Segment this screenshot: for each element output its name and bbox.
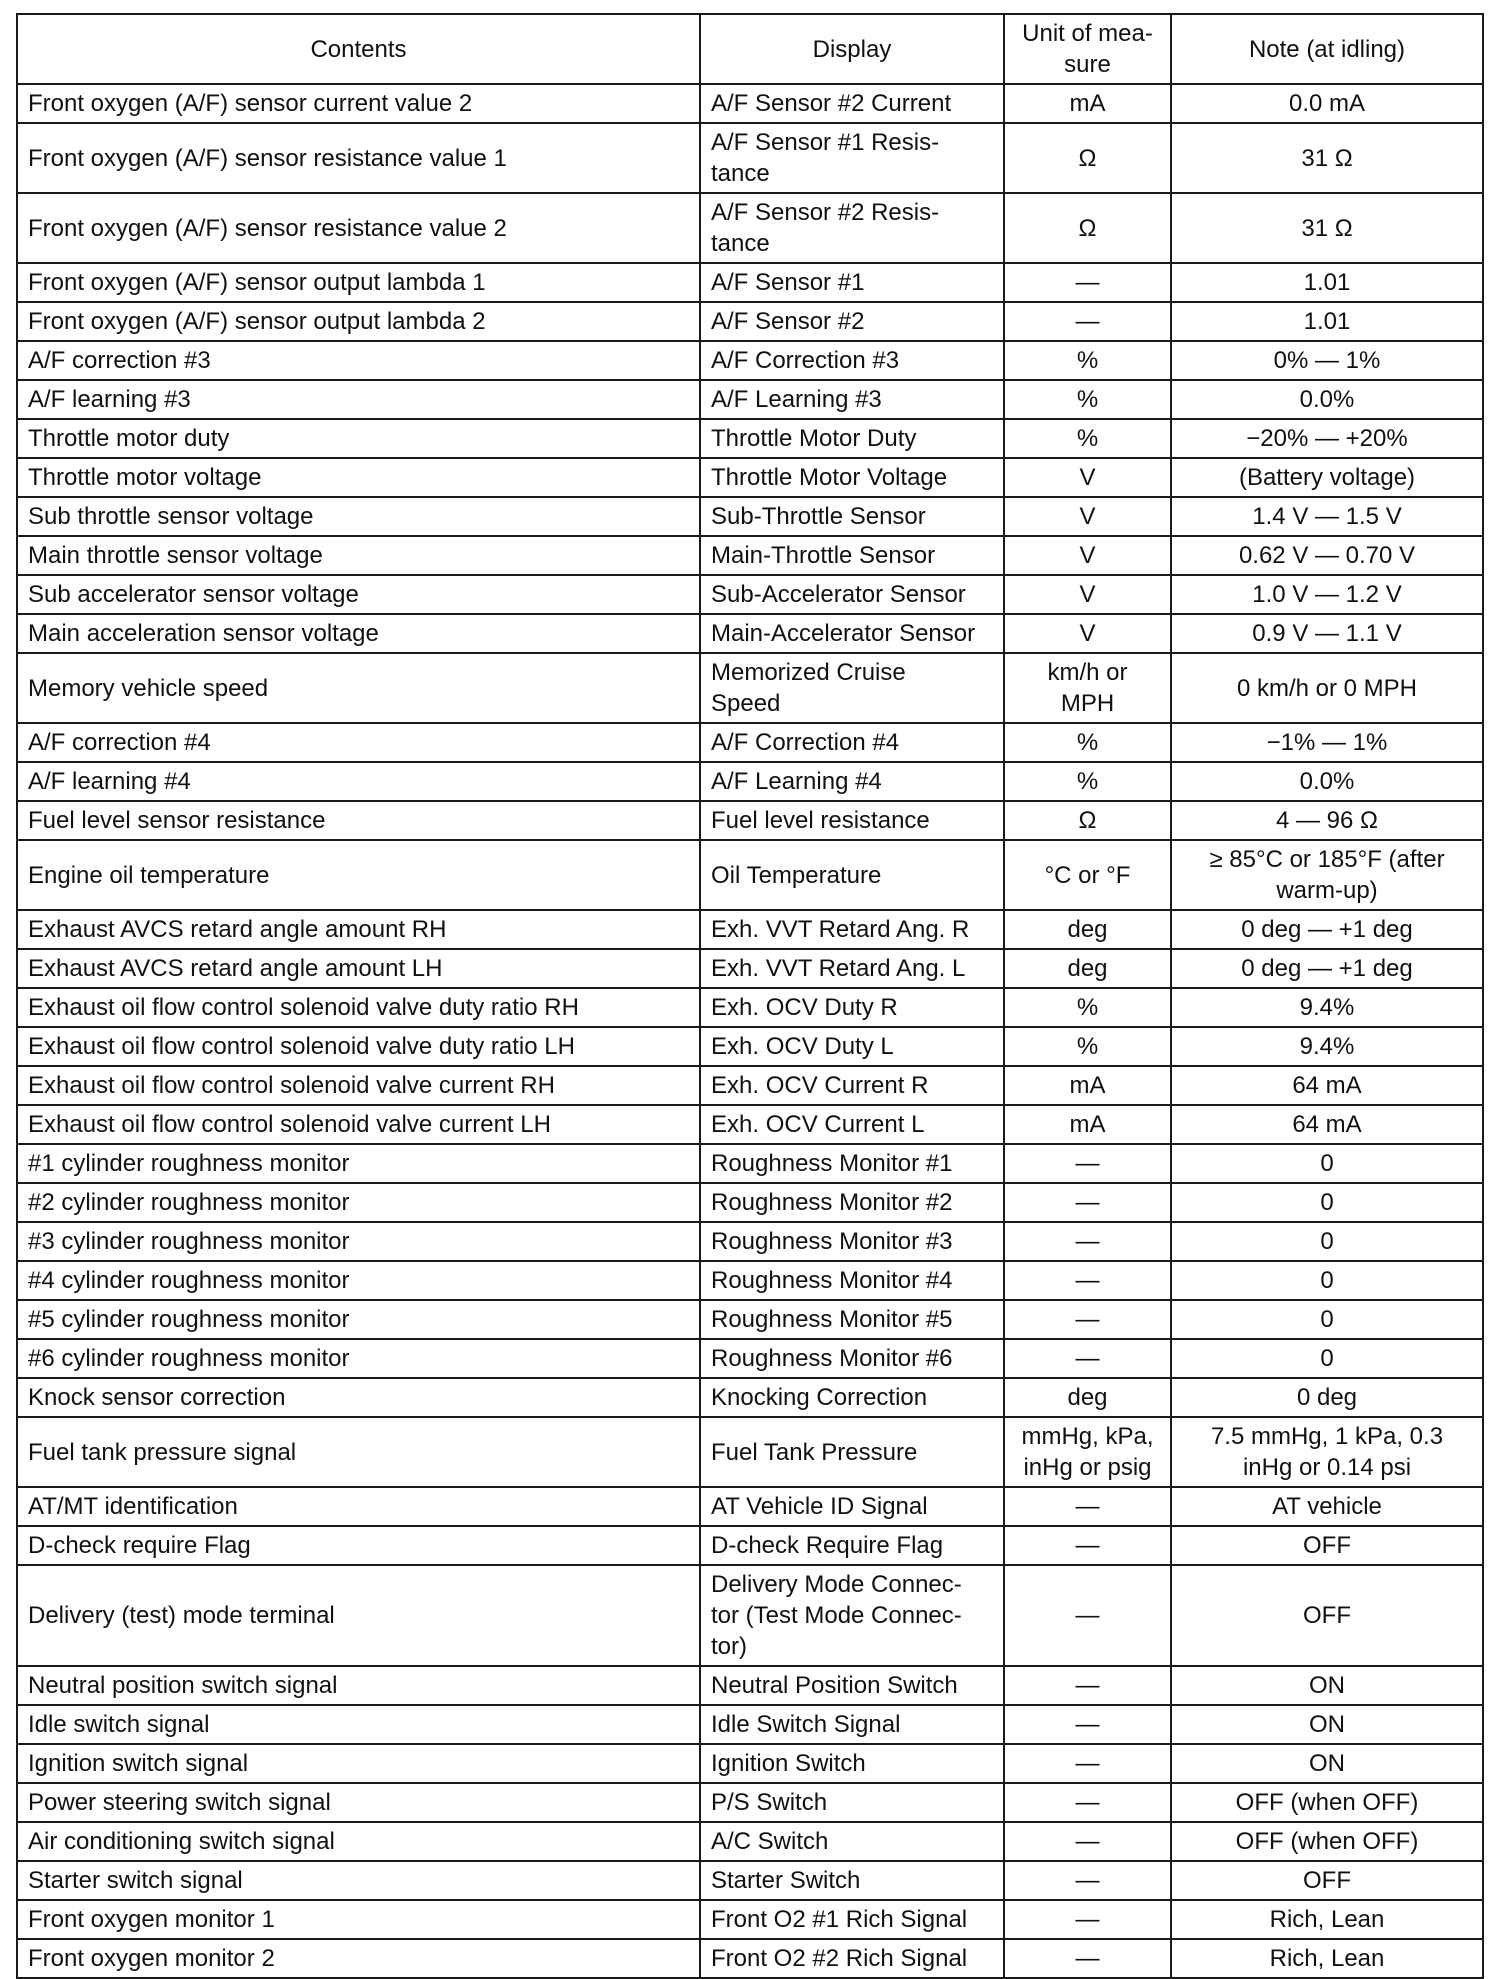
- cell-unit: V: [1004, 497, 1171, 536]
- table-row: [17, 1339, 1483, 1378]
- header-unit: Unit of mea- sure: [1004, 14, 1171, 84]
- cell-contents: Sub throttle sensor voltage: [17, 497, 700, 536]
- cell-contents: Power steering switch signal: [17, 1783, 700, 1822]
- cell-note: 1.4 V — 1.5 V: [1171, 497, 1483, 536]
- cell-note: 31 Ω: [1171, 123, 1483, 193]
- cell-unit: —: [1004, 302, 1171, 341]
- cell-display: Exh. VVT Retard Ang. R: [700, 910, 1004, 949]
- table-row: [17, 840, 1483, 910]
- cell-unit: —: [1004, 1565, 1171, 1666]
- cell-contents: #3 cylinder roughness monitor: [17, 1222, 700, 1261]
- cell-display: A/F Correction #4: [700, 723, 1004, 762]
- cell-note: OFF: [1171, 1861, 1483, 1900]
- cell-contents: #6 cylinder roughness monitor: [17, 1339, 700, 1378]
- table-row: [17, 949, 1483, 988]
- cell-note: (Battery voltage): [1171, 458, 1483, 497]
- cell-contents: Exhaust oil flow control solenoid valve current LH: [17, 1105, 700, 1144]
- cell-contents: Fuel level sensor resistance: [17, 801, 700, 840]
- cell-contents: Front oxygen (A/F) sensor output lambda 2: [17, 302, 700, 341]
- cell-display: A/F Learning #3: [700, 380, 1004, 419]
- cell-display: Ignition Switch: [700, 1744, 1004, 1783]
- cell-contents: A/F correction #3: [17, 341, 700, 380]
- cell-display: Exh. VVT Retard Ang. L: [700, 949, 1004, 988]
- table-row: [17, 1222, 1483, 1261]
- table-row: [17, 1066, 1483, 1105]
- cell-contents: Front oxygen (A/F) sensor resistance value 1: [17, 123, 700, 193]
- table-row: [17, 123, 1483, 193]
- cell-unit: %: [1004, 341, 1171, 380]
- cell-note: 0: [1171, 1144, 1483, 1183]
- cell-display: Exh. OCV Current R: [700, 1066, 1004, 1105]
- cell-note: 1.01: [1171, 302, 1483, 341]
- cell-note: 0 deg — +1 deg: [1171, 949, 1483, 988]
- cell-unit: V: [1004, 458, 1171, 497]
- cell-display: A/F Sensor #2: [700, 302, 1004, 341]
- cell-contents: Sub accelerator sensor voltage: [17, 575, 700, 614]
- cell-contents: Throttle motor duty: [17, 419, 700, 458]
- cell-unit: deg: [1004, 1378, 1171, 1417]
- cell-contents: Main acceleration sensor voltage: [17, 614, 700, 653]
- table-row: [17, 1487, 1483, 1526]
- cell-contents: Fuel tank pressure signal: [17, 1417, 700, 1487]
- table-row: [17, 536, 1483, 575]
- cell-unit: mmHg, kPa, inHg or psig: [1004, 1417, 1171, 1487]
- cell-display: AT Vehicle ID Signal: [700, 1487, 1004, 1526]
- cell-display: D-check Require Flag: [700, 1526, 1004, 1565]
- cell-unit: —: [1004, 263, 1171, 302]
- cell-note: 0: [1171, 1339, 1483, 1378]
- cell-display: A/F Sensor #1 Resis- tance: [700, 123, 1004, 193]
- cell-contents: Front oxygen (A/F) sensor output lambda 1: [17, 263, 700, 302]
- cell-unit: %: [1004, 419, 1171, 458]
- cell-note: 0 km/h or 0 MPH: [1171, 653, 1483, 723]
- cell-contents: #1 cylinder roughness monitor: [17, 1144, 700, 1183]
- table-row: [17, 1144, 1483, 1183]
- cell-unit: mA: [1004, 84, 1171, 123]
- cell-unit: %: [1004, 723, 1171, 762]
- cell-unit: deg: [1004, 910, 1171, 949]
- cell-display: Roughness Monitor #3: [700, 1222, 1004, 1261]
- header-display: Display: [700, 14, 1004, 84]
- cell-contents: Front oxygen monitor 2: [17, 1939, 700, 1978]
- cell-unit: Ω: [1004, 123, 1171, 193]
- cell-note: 0 deg — +1 deg: [1171, 910, 1483, 949]
- cell-note: ≥ 85°C or 185°F (after warm-up): [1171, 840, 1483, 910]
- cell-note: 0.9 V — 1.1 V: [1171, 614, 1483, 653]
- cell-note: 0.0%: [1171, 380, 1483, 419]
- cell-unit: mA: [1004, 1105, 1171, 1144]
- cell-display: A/F Correction #3: [700, 341, 1004, 380]
- cell-note: 9.4%: [1171, 1027, 1483, 1066]
- cell-note: ON: [1171, 1705, 1483, 1744]
- cell-unit: —: [1004, 1144, 1171, 1183]
- cell-display: Roughness Monitor #2: [700, 1183, 1004, 1222]
- cell-unit: km/h or MPH: [1004, 653, 1171, 723]
- header-note: Note (at idling): [1171, 14, 1483, 84]
- cell-contents: A/F learning #3: [17, 380, 700, 419]
- cell-note: −1% — 1%: [1171, 723, 1483, 762]
- cell-note: 0 deg: [1171, 1378, 1483, 1417]
- cell-display: A/F Sensor #2 Current: [700, 84, 1004, 123]
- cell-display: A/F Sensor #1: [700, 263, 1004, 302]
- cell-unit: deg: [1004, 949, 1171, 988]
- table-header: [17, 14, 1483, 84]
- table-row: [17, 988, 1483, 1027]
- cell-display: Front O2 #1 Rich Signal: [700, 1900, 1004, 1939]
- cell-note: 1.01: [1171, 263, 1483, 302]
- cell-display: A/C Switch: [700, 1822, 1004, 1861]
- cell-contents: Throttle motor voltage: [17, 458, 700, 497]
- cell-display: Exh. OCV Duty L: [700, 1027, 1004, 1066]
- cell-display: Neutral Position Switch: [700, 1666, 1004, 1705]
- table-row: [17, 1261, 1483, 1300]
- cell-contents: Starter switch signal: [17, 1861, 700, 1900]
- cell-note: Rich, Lean: [1171, 1900, 1483, 1939]
- table-row: [17, 1744, 1483, 1783]
- cell-unit: —: [1004, 1261, 1171, 1300]
- table-row: [17, 1300, 1483, 1339]
- cell-unit: %: [1004, 988, 1171, 1027]
- table-row: [17, 1900, 1483, 1939]
- cell-contents: Front oxygen (A/F) sensor resistance value 2: [17, 193, 700, 263]
- cell-unit: —: [1004, 1183, 1171, 1222]
- cell-note: OFF (when OFF): [1171, 1822, 1483, 1861]
- cell-display: Exh. OCV Duty R: [700, 988, 1004, 1027]
- cell-unit: —: [1004, 1705, 1171, 1744]
- table-row: [17, 497, 1483, 536]
- cell-display: Oil Temperature: [700, 840, 1004, 910]
- table-row: [17, 653, 1483, 723]
- cell-display: Knocking Correction: [700, 1378, 1004, 1417]
- cell-display: Fuel Tank Pressure: [700, 1417, 1004, 1487]
- table-row: [17, 84, 1483, 123]
- table-row: [17, 1666, 1483, 1705]
- cell-contents: D-check require Flag: [17, 1526, 700, 1565]
- table-row: [17, 1783, 1483, 1822]
- cell-unit: V: [1004, 575, 1171, 614]
- cell-display: Roughness Monitor #4: [700, 1261, 1004, 1300]
- cell-display: A/F Learning #4: [700, 762, 1004, 801]
- table-row: [17, 1565, 1483, 1666]
- cell-unit: mA: [1004, 1066, 1171, 1105]
- cell-note: 0: [1171, 1222, 1483, 1261]
- table-row: [17, 263, 1483, 302]
- cell-unit: —: [1004, 1300, 1171, 1339]
- cell-note: 64 mA: [1171, 1105, 1483, 1144]
- cell-note: 0.0 mA: [1171, 84, 1483, 123]
- cell-note: 7.5 mmHg, 1 kPa, 0.3 inHg or 0.14 psi: [1171, 1417, 1483, 1487]
- cell-display: Roughness Monitor #6: [700, 1339, 1004, 1378]
- cell-note: Rich, Lean: [1171, 1939, 1483, 1978]
- cell-display: Delivery Mode Connec- tor (Test Mode Connec- tor): [700, 1565, 1004, 1666]
- cell-note: ON: [1171, 1744, 1483, 1783]
- data-table-container: [16, 13, 1482, 1979]
- cell-contents: Exhaust oil flow control solenoid valve duty ratio LH: [17, 1027, 700, 1066]
- cell-unit: —: [1004, 1861, 1171, 1900]
- cell-note: 1.0 V — 1.2 V: [1171, 575, 1483, 614]
- cell-unit: —: [1004, 1822, 1171, 1861]
- cell-display: Throttle Motor Voltage: [700, 458, 1004, 497]
- cell-display: A/F Sensor #2 Resis- tance: [700, 193, 1004, 263]
- cell-display: Main-Throttle Sensor: [700, 536, 1004, 575]
- cell-unit: —: [1004, 1744, 1171, 1783]
- table-row: [17, 341, 1483, 380]
- cell-unit: —: [1004, 1783, 1171, 1822]
- cell-display: Roughness Monitor #1: [700, 1144, 1004, 1183]
- cell-note: AT vehicle: [1171, 1487, 1483, 1526]
- table-row: [17, 419, 1483, 458]
- cell-note: 0.62 V — 0.70 V: [1171, 536, 1483, 575]
- cell-unit: %: [1004, 380, 1171, 419]
- cell-display: P/S Switch: [700, 1783, 1004, 1822]
- header-row: [17, 14, 1483, 84]
- table-row: [17, 458, 1483, 497]
- cell-note: ON: [1171, 1666, 1483, 1705]
- cell-unit: —: [1004, 1487, 1171, 1526]
- cell-note: 0: [1171, 1183, 1483, 1222]
- cell-note: 64 mA: [1171, 1066, 1483, 1105]
- cell-contents: AT/MT identification: [17, 1487, 700, 1526]
- table-row: [17, 1183, 1483, 1222]
- table-row: [17, 1861, 1483, 1900]
- table-body: [17, 84, 1483, 1978]
- cell-unit: Ω: [1004, 193, 1171, 263]
- cell-contents: Exhaust oil flow control solenoid valve duty ratio RH: [17, 988, 700, 1027]
- cell-note: OFF: [1171, 1526, 1483, 1565]
- cell-display: Starter Switch: [700, 1861, 1004, 1900]
- table-row: [17, 1822, 1483, 1861]
- cell-unit: —: [1004, 1900, 1171, 1939]
- table-row: [17, 614, 1483, 653]
- cell-note: OFF (when OFF): [1171, 1783, 1483, 1822]
- header-contents: Contents: [17, 14, 700, 84]
- table-row: [17, 575, 1483, 614]
- cell-contents: Engine oil temperature: [17, 840, 700, 910]
- table-row: [17, 1417, 1483, 1487]
- cell-display: Exh. OCV Current L: [700, 1105, 1004, 1144]
- table-row: [17, 762, 1483, 801]
- cell-unit: V: [1004, 614, 1171, 653]
- cell-display: Throttle Motor Duty: [700, 419, 1004, 458]
- cell-note: 9.4%: [1171, 988, 1483, 1027]
- table-row: [17, 910, 1483, 949]
- cell-display: Memorized Cruise Speed: [700, 653, 1004, 723]
- cell-note: −20% — +20%: [1171, 419, 1483, 458]
- cell-note: 4 — 96 Ω: [1171, 801, 1483, 840]
- cell-contents: Front oxygen (A/F) sensor current value 2: [17, 84, 700, 123]
- cell-contents: A/F correction #4: [17, 723, 700, 762]
- cell-contents: Knock sensor correction: [17, 1378, 700, 1417]
- cell-unit: %: [1004, 762, 1171, 801]
- cell-contents: Exhaust AVCS retard angle amount RH: [17, 910, 700, 949]
- cell-contents: Front oxygen monitor 1: [17, 1900, 700, 1939]
- cell-contents: #4 cylinder roughness monitor: [17, 1261, 700, 1300]
- cell-contents: Main throttle sensor voltage: [17, 536, 700, 575]
- cell-contents: Air conditioning switch signal: [17, 1822, 700, 1861]
- table-row: [17, 1027, 1483, 1066]
- cell-note: 0% — 1%: [1171, 341, 1483, 380]
- table-row: [17, 380, 1483, 419]
- cell-contents: Memory vehicle speed: [17, 653, 700, 723]
- table-row: [17, 1705, 1483, 1744]
- cell-note: 0.0%: [1171, 762, 1483, 801]
- table-row: [17, 1105, 1483, 1144]
- cell-contents: #2 cylinder roughness monitor: [17, 1183, 700, 1222]
- cell-unit: —: [1004, 1222, 1171, 1261]
- cell-display: Main-Accelerator Sensor: [700, 614, 1004, 653]
- cell-contents: Exhaust oil flow control solenoid valve current RH: [17, 1066, 700, 1105]
- cell-display: Front O2 #2 Rich Signal: [700, 1939, 1004, 1978]
- cell-note: 0: [1171, 1300, 1483, 1339]
- cell-unit: —: [1004, 1526, 1171, 1565]
- cell-contents: Exhaust AVCS retard angle amount LH: [17, 949, 700, 988]
- cell-unit: °C or °F: [1004, 840, 1171, 910]
- table-row: [17, 193, 1483, 263]
- cell-note: 0: [1171, 1261, 1483, 1300]
- table-row: [17, 302, 1483, 341]
- cell-unit: —: [1004, 1666, 1171, 1705]
- cell-contents: Delivery (test) mode terminal: [17, 1565, 700, 1666]
- cell-contents: A/F learning #4: [17, 762, 700, 801]
- cell-contents: Neutral position switch signal: [17, 1666, 700, 1705]
- table-row: [17, 723, 1483, 762]
- cell-display: Sub-Accelerator Sensor: [700, 575, 1004, 614]
- cell-note: OFF: [1171, 1565, 1483, 1666]
- cell-unit: Ω: [1004, 801, 1171, 840]
- cell-unit: V: [1004, 536, 1171, 575]
- cell-contents: Idle switch signal: [17, 1705, 700, 1744]
- cell-display: Sub-Throttle Sensor: [700, 497, 1004, 536]
- table-row: [17, 1378, 1483, 1417]
- cell-unit: —: [1004, 1339, 1171, 1378]
- cell-display: Roughness Monitor #5: [700, 1300, 1004, 1339]
- cell-display: Fuel level resistance: [700, 801, 1004, 840]
- cell-note: 31 Ω: [1171, 193, 1483, 263]
- table-row: [17, 1526, 1483, 1565]
- cell-contents: #5 cylinder roughness monitor: [17, 1300, 700, 1339]
- cell-contents: Ignition switch signal: [17, 1744, 700, 1783]
- cell-display: Idle Switch Signal: [700, 1705, 1004, 1744]
- cell-unit: %: [1004, 1027, 1171, 1066]
- monitor-data-table: [16, 13, 1484, 1979]
- table-row: [17, 801, 1483, 840]
- table-row: [17, 1939, 1483, 1978]
- cell-unit: —: [1004, 1939, 1171, 1978]
